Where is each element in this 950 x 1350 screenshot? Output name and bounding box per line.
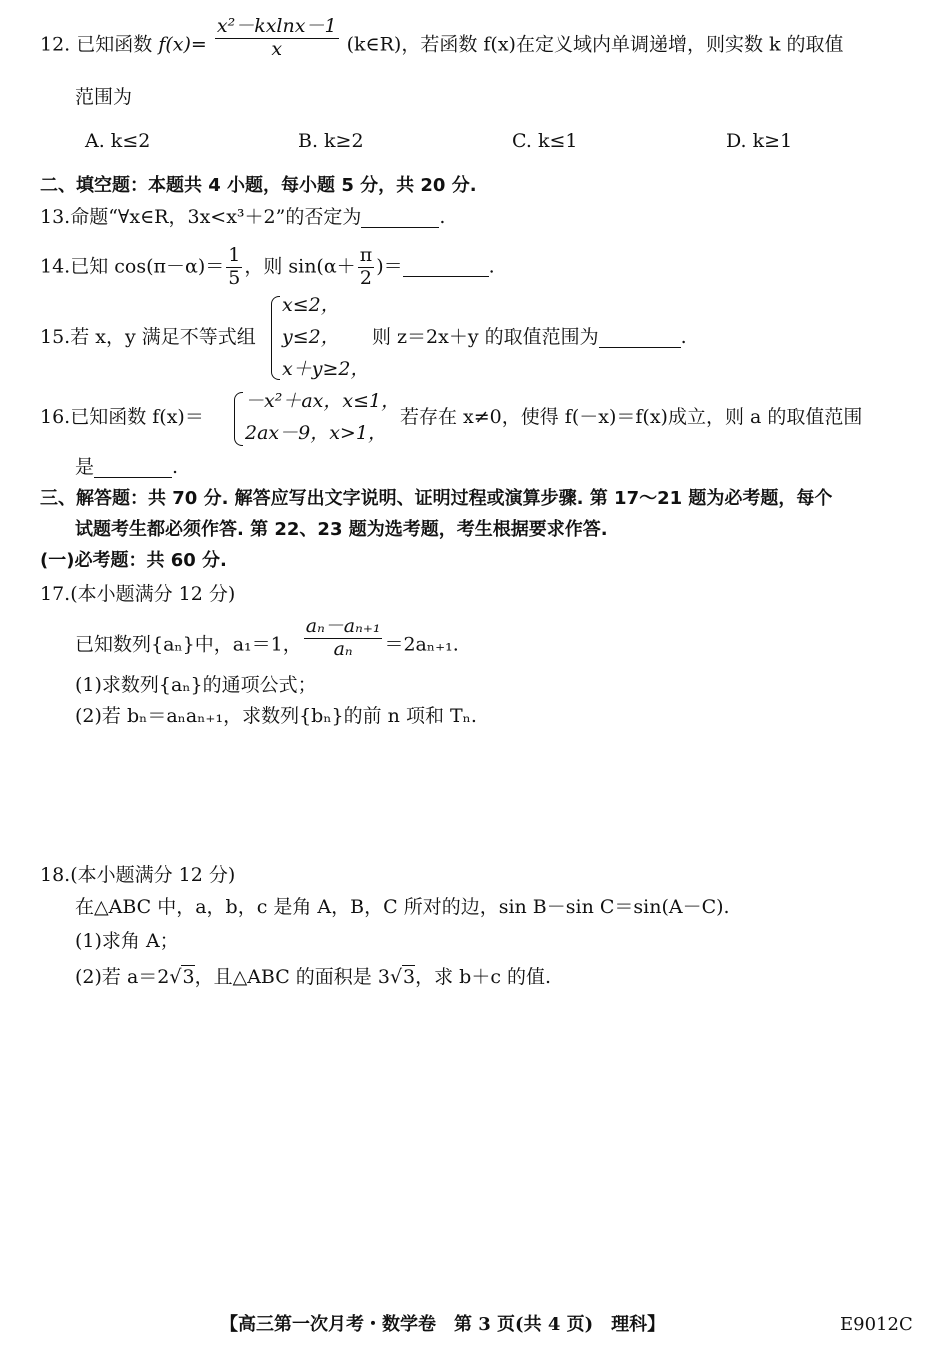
q14-n2: π xyxy=(359,244,373,266)
footer-code: E9012C xyxy=(840,1314,913,1335)
q17-fraction xyxy=(304,616,383,661)
q13-answer-blank[interactable] xyxy=(361,208,439,228)
q12-fraction xyxy=(215,16,339,61)
q18-root-1: 3 xyxy=(182,966,195,988)
q16-brace xyxy=(234,392,243,446)
q17-heading: 17.(本小题满分 12 分) xyxy=(40,583,236,605)
q17-numerator: aₙ－aₙ₊₁ xyxy=(305,615,381,637)
q17-pre: 已知数列{aₙ}中，a₁＝1， xyxy=(75,633,302,656)
q12-line1 xyxy=(40,15,844,61)
q15-row-2: y≤2， xyxy=(282,326,340,348)
q12-func: f(x)= xyxy=(158,33,207,56)
q12-denominator: x xyxy=(271,37,283,60)
q12-option-a: A. k≤2 xyxy=(85,130,151,152)
q15-end: . xyxy=(680,326,687,348)
q16-number: 16. xyxy=(40,406,71,428)
q15-prefix xyxy=(40,328,256,347)
q14-answer-blank[interactable] xyxy=(403,257,489,277)
q16-answer-blank[interactable] xyxy=(94,458,172,478)
q16-pre: 已知函数 f(x)＝ xyxy=(70,406,204,428)
q12-text: ，若函数 f(x)在定义域内单调递增，则实数 k 的取值 xyxy=(401,33,844,56)
q15-suffix xyxy=(372,328,687,348)
q17-denominator: aₙ xyxy=(333,637,353,660)
q16-end: . xyxy=(172,456,179,478)
q12-condition: (k∈R) xyxy=(346,33,402,56)
q14-d1: 5 xyxy=(228,266,241,289)
q16-row-1: －x²＋ax，x≤1， xyxy=(245,390,401,412)
q12-number: 12. xyxy=(40,33,71,56)
section-3-line-1: 三、解答题：共 70 分. 解答应写出文字说明、证明过程或演算步骤. 第 17～21 题为必考题，每个 xyxy=(40,488,833,509)
q12-option-d: D. k≥1 xyxy=(726,130,793,152)
section-3-line-2: 试题考生都必须作答. 第 22、23 题为选考题，考生根据要求作答. xyxy=(75,519,608,540)
q15-row-1: x≤2， xyxy=(282,294,340,316)
q13 xyxy=(40,208,445,228)
q13-text: 命题“∀x∈R，3x<x³＋2”的否定为 xyxy=(70,206,362,228)
q14-mid: ，则 sin(α＋ xyxy=(244,255,356,278)
q14-pre: 已知 cos(π－α)＝ xyxy=(70,255,225,278)
q16-line2 xyxy=(75,458,178,478)
q14-post: )＝ xyxy=(376,255,403,278)
q17-part-2: (2)若 bₙ＝aₙaₙ₊₁，求数列{bₙ}的前 n 项和 Tₙ. xyxy=(75,705,477,727)
q14-fraction-1 xyxy=(226,245,242,290)
q12-intro: 已知函数 xyxy=(76,33,153,56)
q15-number: 15. xyxy=(40,326,71,348)
q14-d2: 2 xyxy=(359,266,372,289)
q18-p2b: ，且△ABC 的面积是 3 xyxy=(194,966,390,988)
q14-end: . xyxy=(488,255,495,278)
section-3-subheading: (一)必考题：共 60 分. xyxy=(40,550,227,571)
q15-pre: 若 x，y 满足不等式组 xyxy=(70,326,256,348)
q18-part-2: (2)若 a＝2√3，且△ABC 的面积是 3√3，求 b＋c 的值. xyxy=(75,966,552,988)
q12-option-b: B. k≥2 xyxy=(298,130,364,152)
q14-number: 14. xyxy=(40,255,71,278)
q17-part-1: (1)求数列{aₙ}的通项公式； xyxy=(75,674,317,696)
q12-line2: 范围为 xyxy=(75,86,133,108)
q16-post: 若存在 x≠0，使得 f(－x)＝f(x)成立，则 a 的取值范围 xyxy=(400,406,863,428)
q17-post: ＝2aₙ₊₁. xyxy=(384,633,459,656)
q13-number: 13. xyxy=(40,206,71,228)
q15-brace xyxy=(271,296,280,380)
q13-end: . xyxy=(439,206,446,228)
q17-given xyxy=(75,615,459,661)
q18-heading: 18.(本小题满分 12 分) xyxy=(40,864,236,886)
q18-p2c: ，求 b＋c 的值. xyxy=(415,966,552,988)
q15-answer-blank[interactable] xyxy=(599,328,681,348)
q16-prefix xyxy=(40,408,204,427)
section-2-heading: 二、填空题：本题共 4 小题，每小题 5 分，共 20 分. xyxy=(40,175,477,196)
q14 xyxy=(40,245,495,290)
q16-row-2: 2ax－9，x>1， xyxy=(245,422,387,444)
footer-page-info: 【高三第一次月考・数学卷 第 3 页(共 4 页) 理科】 xyxy=(220,1314,666,1335)
q18-root-2: 3 xyxy=(403,966,416,988)
q12-numerator: x²－kxlnx－1 xyxy=(216,15,337,37)
q18-p2a: (2)若 a＝2 xyxy=(75,966,170,988)
q16-line2-text: 是 xyxy=(75,456,95,478)
q15-row-3: x＋y≥2， xyxy=(282,358,370,380)
q15-post: 则 z＝2x＋y 的取值范围为 xyxy=(372,326,599,348)
q12-option-c: C. k≤1 xyxy=(512,130,578,152)
q18-statement: 在△ABC 中，a，b，c 是角 A，B，C 所对的边，sin B－sin C＝sin(A－C). xyxy=(75,896,730,918)
q14-n1: 1 xyxy=(228,244,241,266)
q14-fraction-2 xyxy=(358,245,375,290)
q18-part-1: (1)求角 A； xyxy=(75,930,179,952)
